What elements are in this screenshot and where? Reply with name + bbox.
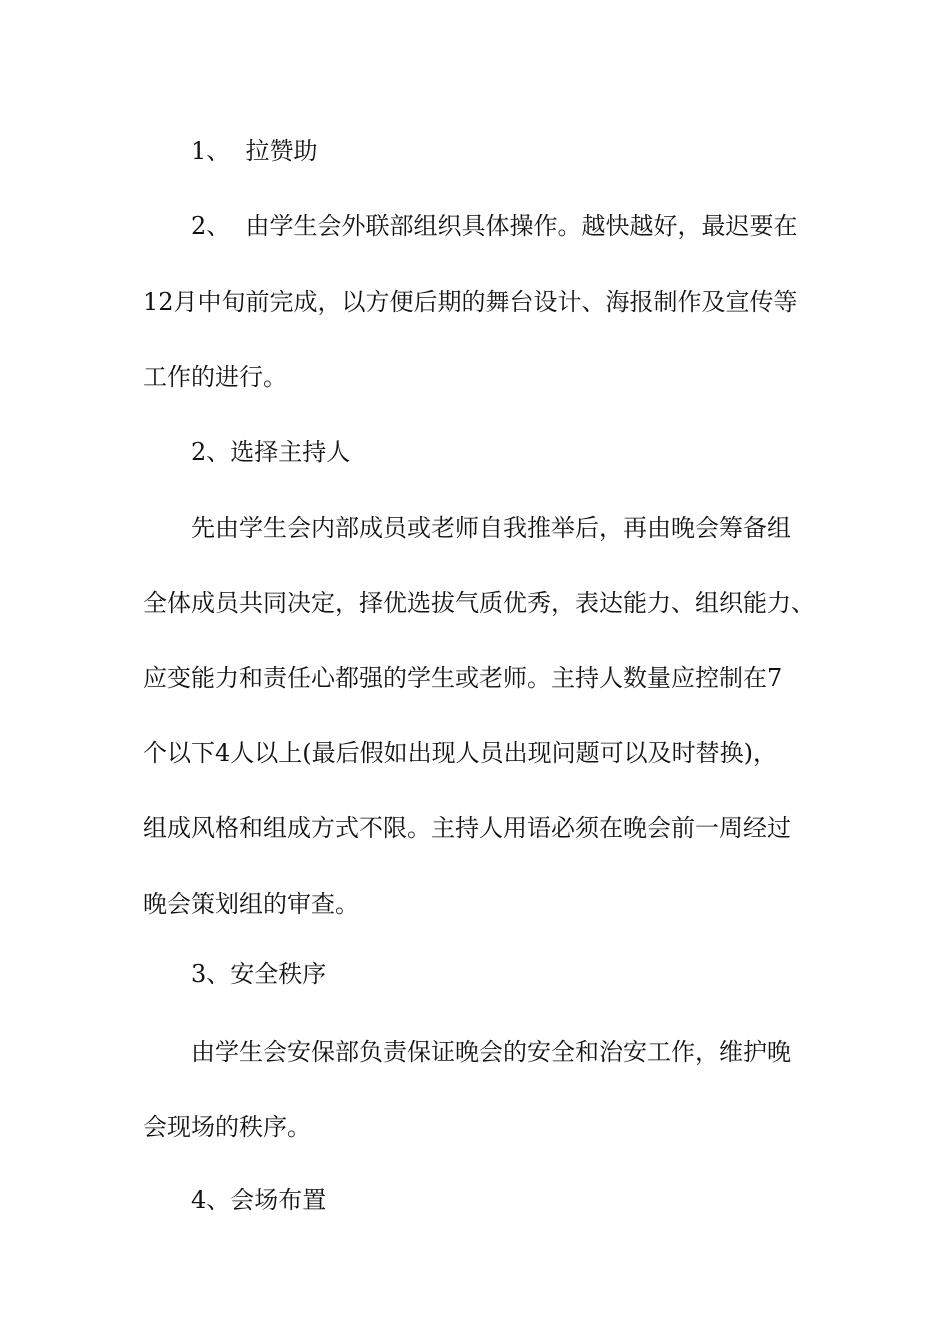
list-item-sponsorship-heading: 1、 拉赞助 [191,137,318,165]
paragraph-line: 2、 由学生会外联部组织具体操作。越快越好，最迟要在 [191,212,798,240]
paragraph-line: 先由学生会内部成员或老师自我推举后，再由晚会筹备组 [191,514,791,542]
paragraph-line: 组成风格和组成方式不限。主持人用语必须在晚会前一周经过 [143,814,791,842]
paragraph-line: 由学生会安保部负责保证晚会的安全和治安工作，维护晚 [191,1038,791,1066]
paragraph-line: 工作的进行。 [143,363,287,391]
paragraph-line: 全体成员共同决定，择优选拔气质优秀，表达能力、组织能力、 [143,589,815,617]
paragraph-line: 个以下4人以上(最后假如出现人员出现问题可以及时替换)， [143,739,777,767]
paragraph-line: 晚会策划组的审查。 [143,890,359,918]
paragraph-line: 应变能力和责任心都强的学生或老师。主持人数量应控制在7 [143,664,783,692]
paragraph-line: 12月中旬前完成，以方便后期的舞台设计、海报制作及宣传等 [143,288,798,316]
section-heading-safety: 3、安全秩序 [191,960,327,988]
section-heading-host: 2、选择主持人 [191,438,351,466]
section-heading-venue: 4、会场布置 [191,1186,327,1214]
paragraph-line: 会现场的秩序。 [143,1113,311,1141]
